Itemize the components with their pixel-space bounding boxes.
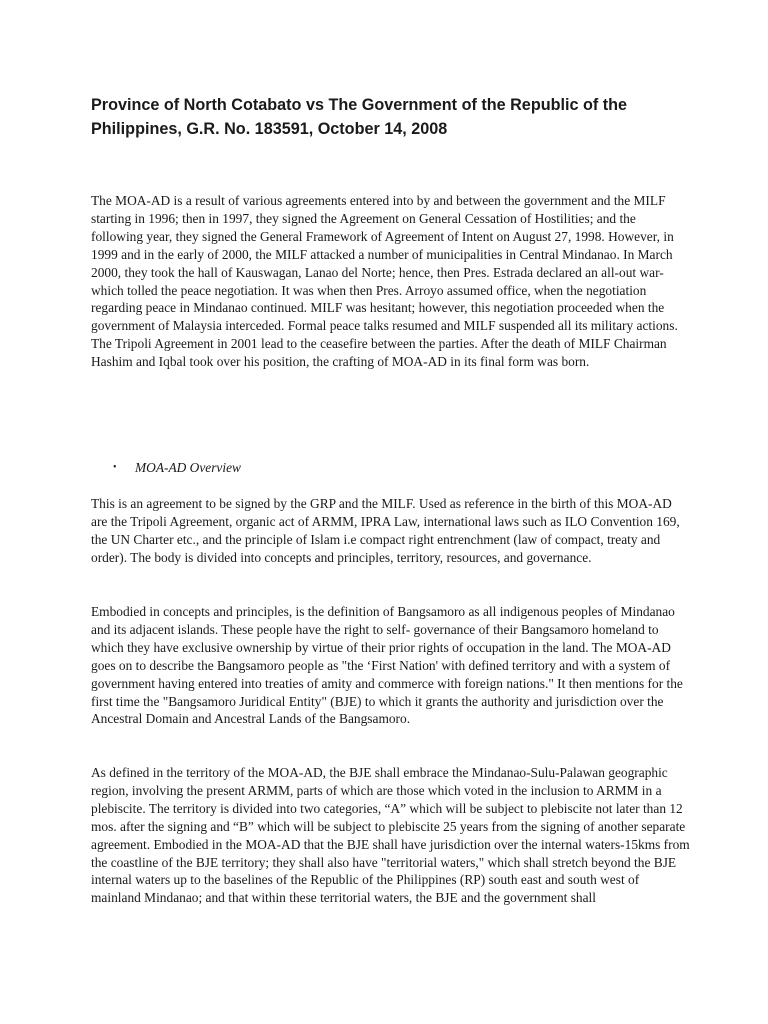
paragraph-concepts-principles: Embodied in concepts and principles, is the definition of Bangsamoro as all indigenous peoples of Mindanao and its adjacent islands. These people have the right to self- governance of their Bangsamoro homeland to which they have exclusive ownership by virtue of their prior rights of occupation in the land. The MOA-AD goes on to describe the Bangsamoro people as "the ‘First Nation' with defined territory and with a system of government having entered into treaties of amity and commerce with foreign nations." It then mentions for the first time the "Bangsamoro Juridical Entity" (BJE) to which it grants the authority and jurisdiction over the Ancestral Domain and Ancestral Lands of the Bangsamoro. — [91, 604, 683, 727]
document-title: Province of North Cotabato vs The Government of the Republic of the Philippines, G.R. No. 183591, October 14, 2008 — [91, 96, 628, 138]
paragraph-background: The MOA-AD is a result of various agreements entered into by and between the government and the MILF starting in 1996; then in 1997, they signed the Agreement on General Cessation of Hostilities; and the following year, they signed the General Framework of Agreement of Intent on August 27, 1998. However, in 1999 and in the early of 2000, the MILF attacked a number of municipalities in Central Mindanao. In March 2000, they took the hall of Kauswagan, Lanao del Norte; hence, then Pres. Estrada declared an all-out war-which tolled the peace negotiation. It was when then Pres. Arroyo assumed office, when the negotiation regarding peace in Mindanao continued. MILF was hesitant; however, this negotiation proceeded when the government of Malaysia interceded. Formal peace talks resumed and MILF suspended all its military actions. The Tripoli Agreement in 2001 lead to the ceasefire between the parties. After the death of MILF Chairman Hashim and Iqbal took over his position, the crafting of MOA-AD in its final form was born. — [91, 193, 678, 370]
bullet-label: MOA-AD Overview — [135, 460, 241, 475]
paragraph-overview: This is an agreement to be signed by the GRP and the MILF. Used as reference in the birth of this MOA-AD are the Tripoli Agreement, organic act of ARMM, IPRA Law, international laws such as ILO Convention 169, the UN Charter etc., and the principle of Islam i.e compact right entrenchment (law of compact, treaty and order). The body is divided into concepts and principles, territory, resources, and governance. — [91, 496, 680, 565]
paragraph-territory: As defined in the territory of the MOA-AD, the BJE shall embrace the Mindanao-Sulu-Palawan geographic region, involving the present ARMM, parts of which are those which voted in the inclusion to ARMM in a plebiscite. The territory is divided into two categories, “A” which will be subject to plebiscite not later than 12 mos. after the signing and “B” which will be subject to plebiscite 25 years from the signing of another separate agreement. Embodied in the MOA-AD that the BJE shall have jurisdiction over the internal waters-15kms from the coastline of the BJE territory; they shall also have "territorial waters," which shall stretch beyond the BJE internal waters up to the baselines of the Republic of the Philippines (RP) south east and south west of mainland Mindanao; and that within these territorial waters, the BJE and the government shall — [91, 765, 690, 906]
bullet-icon: • — [113, 462, 117, 473]
